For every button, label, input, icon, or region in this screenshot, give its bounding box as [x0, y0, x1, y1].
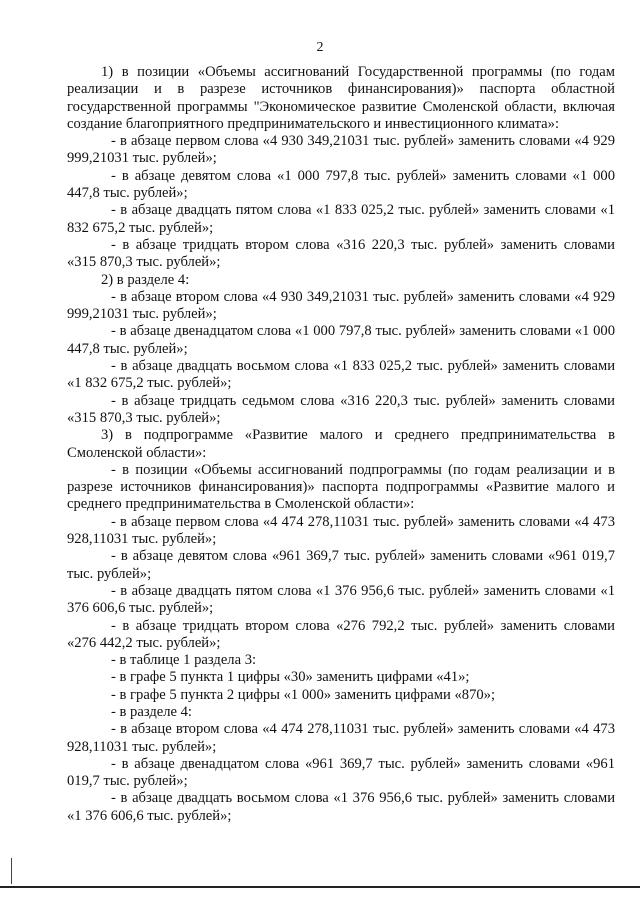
amendment-paragraph: - в разделе 4: — [111, 703, 192, 720]
amendment-paragraph: - в абзаце первом слова «4 474 278,11031 тыс. рублей» заменить словами «4 473 928,11031 тыс. рублей»; — [67, 513, 615, 548]
amendment-paragraph: - в абзаце втором слова «4 930 349,21031 тыс. рублей» заменить словами «4 929 999,21031 тыс. рублей»; — [67, 288, 615, 323]
amendment-paragraph: - в позиции «Объемы ассигнований подпрограммы (по годам реализации и в разрезе источников финансирования)» паспорта подпрограммы «Развитие малого и среднего предпринимательства в Смоленской области»: — [67, 461, 615, 513]
amendment-paragraph: - в таблице 1 раздела 3: — [111, 652, 257, 669]
scan-bottom-edge — [0, 886, 640, 888]
amendment-paragraph: - в абзаце двадцать пятом слова «1 376 956,6 тыс. рублей» заменить словами «1 376 606,6 тыс. рублей»; — [67, 582, 615, 617]
amendment-paragraph: 1) в позиции «Объемы ассигнований Государственной программы (по годам реализации и в разрезе источников финансирования)» паспорта областной государственной программы "Экономическое развитие Смоленской области, включая создание благоприятного предпринимательского и инвестиционного климата»: — [67, 64, 615, 132]
amendment-paragraph: - в абзаце тридцать втором слова «276 792,2 тыс. рублей» заменить словами «276 442,2 тыс. рублей»; — [67, 617, 615, 651]
amendment-paragraph: - в абзаце тридцать седьмом слова «316 220,3 тыс. рублей» заменить словами «315 870,3 тыс. рублей»; — [67, 392, 615, 426]
amendment-paragraph: - в графе 5 пункта 1 цифры «30» заменить цифрами «41»; — [111, 669, 470, 686]
page-number: 2 — [316, 40, 324, 55]
amendment-paragraph: 2) в разделе 4: — [101, 271, 190, 288]
amendment-paragraph: - в абзаце двадцать восьмом слова «1 833 025,2 тыс. рублей» заменить словами «1 832 675,2 тыс. рублей»; — [67, 358, 615, 392]
amendment-paragraph: - в абзаце втором слова «4 474 278,11031 тыс. рублей» заменить словами «4 473 928,11031 тыс. рублей»; — [67, 721, 615, 755]
amendment-paragraph: 3) в подпрограмме «Развитие малого и среднего предпринимательства в Смоленской области»: — [67, 427, 615, 461]
document-body — [67, 64, 615, 825]
amendment-paragraph: - в абзаце девятом слова «1 000 797,8 тыс. рублей» заменить словами «1 000 447,8 тыс. рублей»; — [67, 167, 615, 202]
amendment-paragraph: - в абзаце двадцать пятом слова «1 833 025,2 тыс. рублей» заменить словами «1 832 675,2 тыс. рублей»; — [67, 202, 615, 236]
amendment-paragraph: - в графе 5 пункта 2 цифры «1 000» заменить цифрами «870»; — [111, 686, 496, 703]
amendment-paragraph: - в абзаце двенадцатом слова «1 000 797,8 тыс. рублей» заменить словами «1 000 447,8 тыс. рублей»; — [67, 323, 615, 357]
amendment-paragraph: - в абзаце девятом слова «961 369,7 тыс. рублей» заменить словами «961 019,7 тыс. рублей»; — [67, 548, 615, 582]
amendment-paragraph: - в абзаце тридцать втором слова «316 220,3 тыс. рублей» заменить словами «315 870,3 тыс. рублей»; — [67, 236, 615, 271]
amendment-paragraph: - в абзаце двенадцатом слова «961 369,7 тыс. рублей» заменить словами «961 019,7 тыс. рублей»; — [67, 755, 615, 790]
amendment-paragraph: - в абзаце первом слова «4 930 349,21031 тыс. рублей» заменить словами «4 929 999,21031 тыс. рублей»; — [67, 133, 615, 167]
scan-margin-mark — [11, 858, 12, 884]
amendment-paragraph: - в абзаце двадцать восьмом слова «1 376 956,6 тыс. рублей» заменить словами «1 376 606,6 тыс. рублей»; — [67, 790, 615, 824]
